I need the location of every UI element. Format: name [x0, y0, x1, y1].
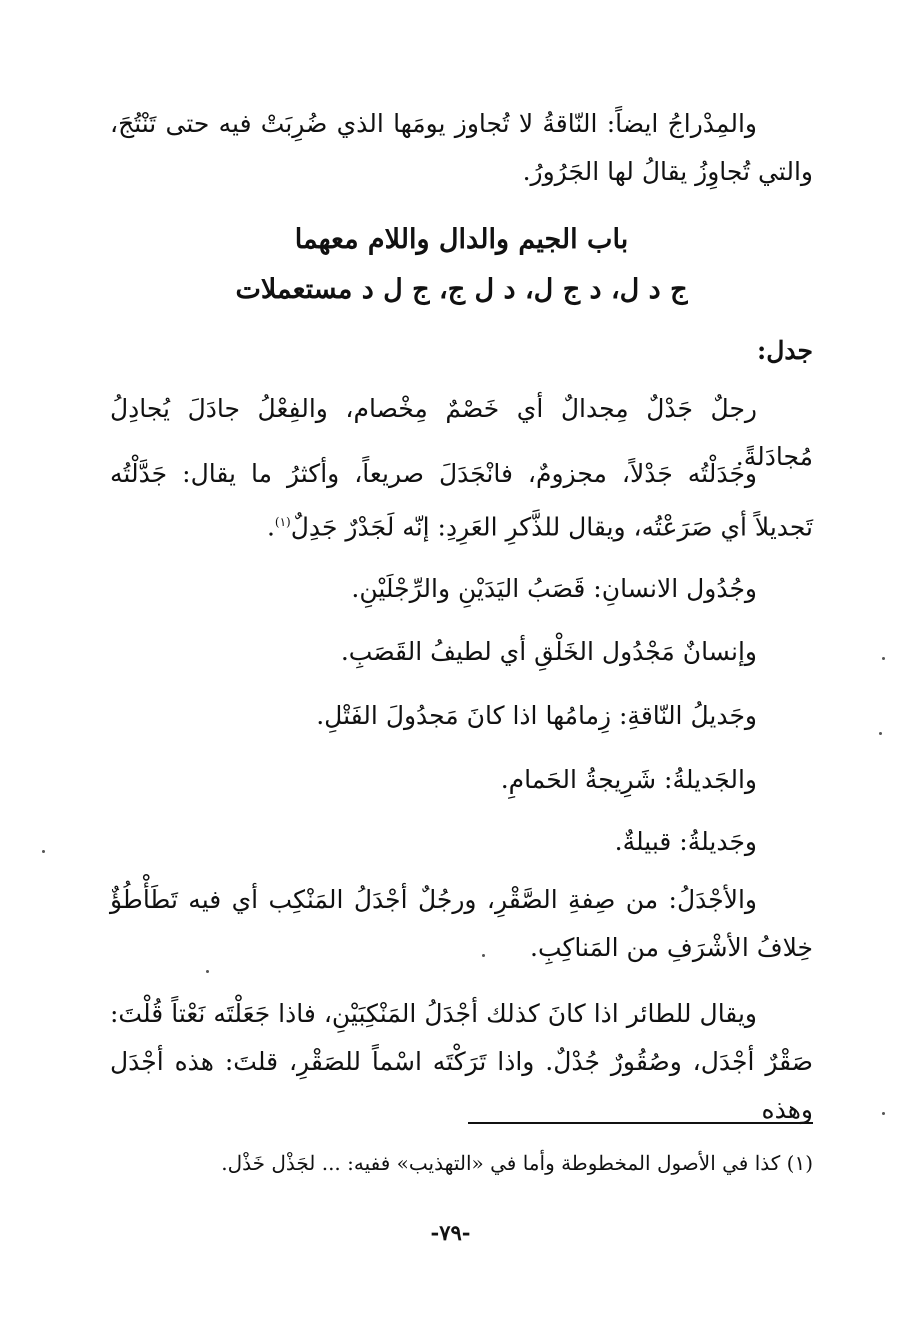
chapter-title: باب الجيم والدال واللام معهما [294, 224, 629, 255]
entry-paragraph-3: وجُدُول الانسانِ: قَصَبُ اليَدَيْنِ والرِّجْلَيْنِ. [351, 574, 757, 603]
entry-headword: جدل: [757, 336, 813, 365]
entry-paragraph-2: وجَدَلْتُه جَدْلاً، مجزومٌ، فانْجَدَلَ صريعاً، وأكثرُ ما يقال: جَدَّلْتُه تَجديلاً أي صَرَعْتُه، ويقال للذَّكرِ العَرِدِ: إنّه لَجَدْرٌ جَدِلٌ$^{(١)}$. [110, 459, 813, 542]
scan-speck [206, 970, 209, 973]
scan-speck [42, 850, 45, 853]
entry-paragraph-5: وجَديلُ النّاقةِ: زِمامُها اذا كانَ مَجدُولَ الفَتْلِ. [316, 701, 757, 730]
entry-paragraph-4: وإنسانٌ مَجْدُول الخَلْقِ أي لطيفُ القَصَبِ. [340, 637, 757, 666]
scan-speck [882, 1112, 885, 1115]
chapter-heading [110, 215, 813, 315]
footnote-reference: (١) [274, 515, 291, 529]
intro-paragraph: والمِدْراجُ ايضاً: النّاقةُ لا تُجاوز يومَها الذي ضُرِبَتْ فيه حتى تَنْتُجَ، والتي تُجاوِزُ يقالُ لها الجَرُورُ. [110, 109, 813, 186]
chapter-subtitle: ج د ل، د ج ل، د ل ج، ج ل د مستعملات [235, 274, 688, 305]
entry-paragraph-2-text: وجَدَلْتُه جَدْلاً، مجزومٌ، فانْجَدَلَ صريعاً، وأكثرُ ما يقال: جَدَّلْتُه تَجديلاً أي صَرَعْتُه، ويقال للذَّكرِ العَرِدِ: إنّه لَجَدْرٌ جَدِلٌ [110, 459, 813, 542]
scan-speck [879, 732, 882, 735]
entry-paragraph-7: وجَديلةُ: قبيلةٌ. [614, 827, 757, 856]
entry-paragraph-1: رجلٌ جَدْلٌ مِجدالٌ أي خَصْمٌ مِخْصام، والفِعْلُ جادَلَ يُجادِلُ مُجادَلةً. [110, 394, 813, 471]
footnote: (١) كذا في الأصول المخطوطة وأما في «التهذيب» ففيه: ... لجَذْل خَذْل. [221, 1151, 813, 1175]
scan-speck [882, 657, 885, 660]
page-number: -٧٩- [430, 1220, 471, 1245]
footnote-divider [468, 1122, 813, 1124]
entry-paragraph-8: والأجْدَلُ: من صِفةِ الصَّقْرِ، ورجُلٌ أجْدَلُ المَنْكِب أي فيه تَطَأْطُؤٌ خِلافُ الأشْرَفِ من المَناكِبِ. [110, 885, 813, 962]
scan-speck [482, 954, 485, 957]
entry-paragraph-6: والجَديلةُ: شَرِيجةُ الحَمامِ. [500, 765, 757, 794]
entry-paragraph-9: ويقال للطائر اذا كانَ كذلك أجْدَلُ المَنْكِبَيْنِ، فاذا جَعَلْتَه نَعْتاً قُلْتَ: صَقْرٌ أجْدَل، وصُقُورٌ جُدْلٌ. واذا تَرَكْتَه اسْماً للصَقْرِ، قلتَ: هذه أجْدَل وهذه [110, 999, 813, 1124]
